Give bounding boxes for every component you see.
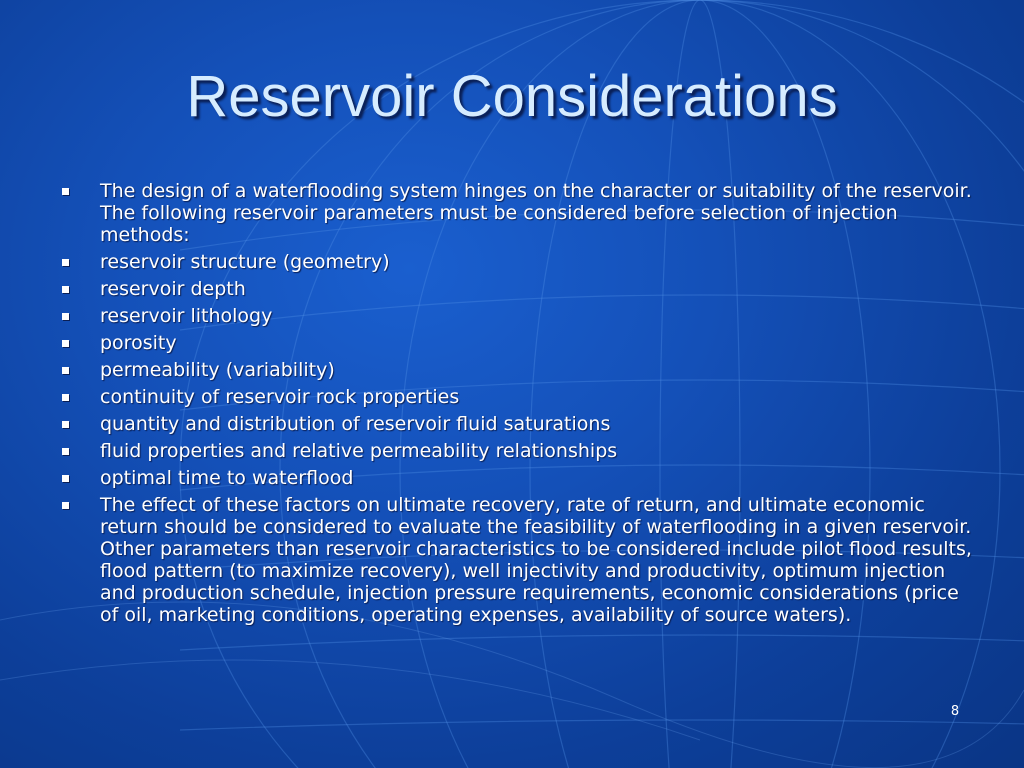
list-item <box>62 278 972 300</box>
list-item <box>62 467 972 489</box>
list-item-text: reservoir depth <box>100 278 246 300</box>
square-bullet-icon <box>62 259 69 266</box>
list-item <box>62 359 972 381</box>
square-bullet-icon <box>62 475 69 482</box>
list-item-text: porosity <box>100 332 177 354</box>
list-item <box>62 413 972 435</box>
list-item-text: The effect of these factors on ultimate recovery, rate of return, and ultimate economic return should be considered to evaluate the feasibility of waterflooding in a given reservoir. Other parameters than reservoir characteristics to be considered include pilot flood results, flood pattern (to maximize recovery), well injectivity and productivity, optimum injection and production schedule, injection pressure requirements, economic considerations (price of oil, marketing conditions, operating expenses, availability of source waters). <box>100 494 972 626</box>
list-item-text: fluid properties and relative permeability relationships <box>100 440 618 462</box>
slide-title: Reservoir Considerations <box>186 64 838 129</box>
list-item <box>62 251 972 273</box>
list-item <box>62 386 972 408</box>
list-item <box>62 332 972 354</box>
list-item-text: continuity of reservoir rock properties <box>100 386 460 408</box>
list-item-text: The design of a waterflooding system hinges on the character or suitability of the reservoir. The following reservoir parameters must be considered before selection of injection methods: <box>100 180 972 246</box>
page-number: 8 <box>950 704 960 719</box>
square-bullet-icon <box>62 448 69 455</box>
square-bullet-icon <box>62 367 69 374</box>
square-bullet-icon <box>62 188 69 195</box>
list-item-text: reservoir structure (geometry) <box>100 251 390 273</box>
square-bullet-icon <box>62 394 69 401</box>
list-item-text: quantity and distribution of reservoir fluid saturations <box>100 413 611 435</box>
square-bullet-icon <box>62 313 69 320</box>
list-item-text: optimal time to waterflood <box>100 467 354 489</box>
square-bullet-icon <box>62 286 69 293</box>
square-bullet-icon <box>62 421 69 428</box>
list-item <box>62 440 972 462</box>
bullet-list <box>62 180 972 631</box>
list-item <box>62 180 972 246</box>
square-bullet-icon <box>62 340 69 347</box>
list-item <box>62 494 972 626</box>
list-item-text: permeability (variability) <box>100 359 335 381</box>
square-bullet-icon <box>62 502 69 509</box>
list-item-text: reservoir lithology <box>100 305 273 327</box>
list-item <box>62 305 972 327</box>
